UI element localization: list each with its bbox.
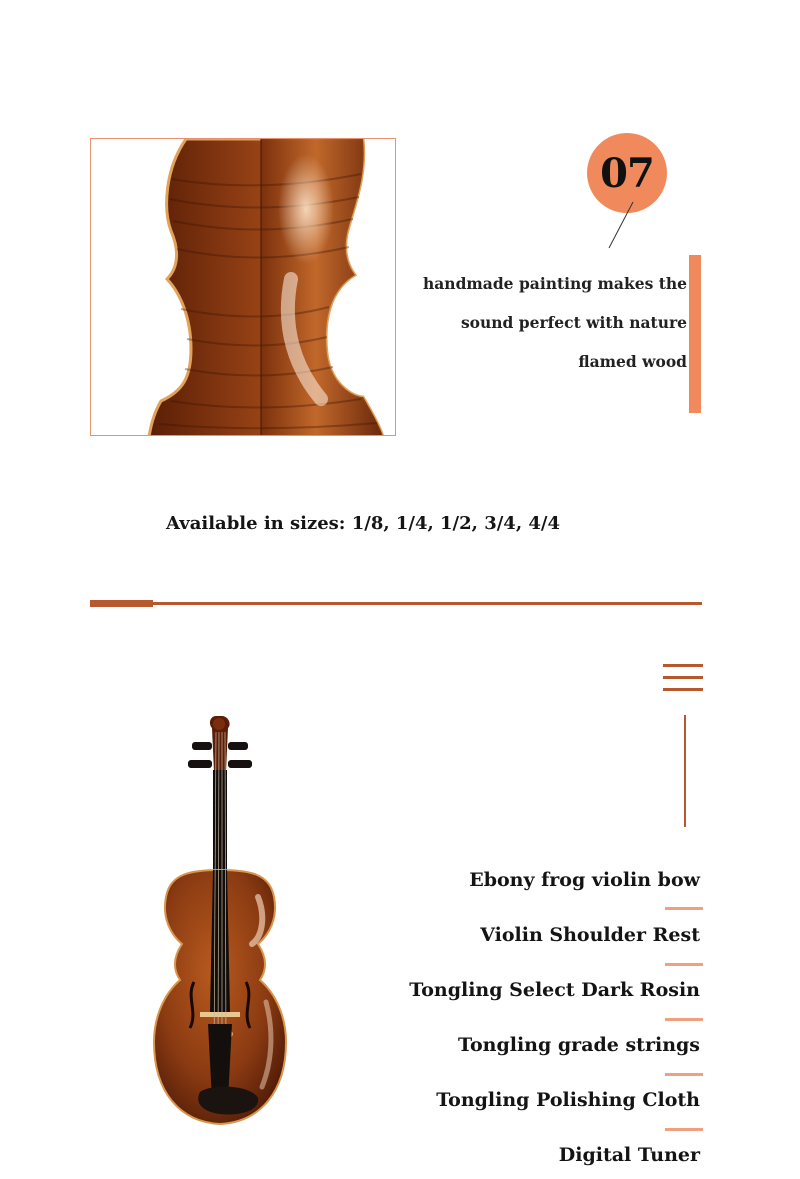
feature-accent-bar	[689, 255, 701, 413]
feature-line-2: sound perfect with nature	[460, 313, 687, 332]
section-divider-accent	[90, 600, 153, 607]
feature-description	[395, 264, 687, 381]
feature-line-3: flamed wood	[578, 352, 687, 371]
accessory-item: Digital Tuner	[558, 1144, 700, 1166]
violin-back-illustration	[91, 139, 396, 436]
accessory-underline	[665, 907, 703, 910]
accessory-item: Tongling Select Dark Rosin	[409, 979, 700, 1001]
accessory-underline	[665, 963, 703, 966]
accessory-item: Tongling Polishing Cloth	[436, 1089, 700, 1111]
violin-front-illustration	[140, 712, 300, 1132]
available-sizes: Available in sizes: 1/8, 1/4, 1/2, 3/4, 4/4	[166, 513, 560, 534]
section-divider	[90, 602, 702, 605]
feature-line-1: handmade painting makes the	[422, 274, 687, 293]
feature-number-badge: 07	[587, 133, 667, 213]
accessory-item: Violin Shoulder Rest	[480, 924, 700, 946]
accessory-underline	[665, 1018, 703, 1021]
menu-lines-icon	[663, 664, 703, 694]
violin-back-photo	[90, 138, 396, 436]
accessory-item: Ebony frog violin bow	[469, 869, 700, 891]
accessory-underline	[665, 1128, 703, 1131]
accessory-item: Tongling grade strings	[458, 1034, 700, 1056]
vertical-rule	[684, 715, 686, 827]
pointer-line	[600, 200, 640, 252]
accessory-underline	[665, 1073, 703, 1076]
